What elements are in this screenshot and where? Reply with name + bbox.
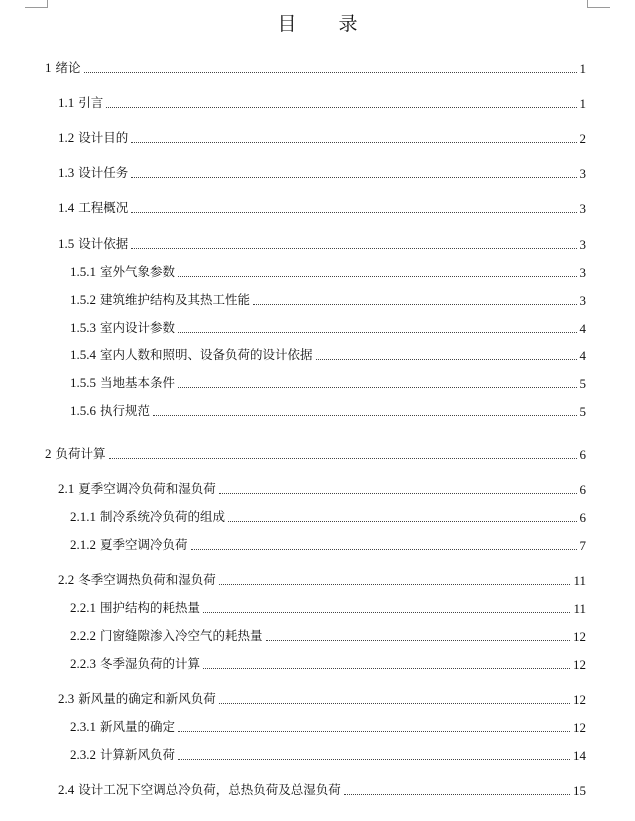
toc-entry-1-5-2[interactable] xyxy=(70,292,586,310)
toc-text: 冬季湿负荷的计算 xyxy=(100,656,201,671)
toc-page-number: 3 xyxy=(579,201,586,216)
toc-number: 1.5.5 xyxy=(70,375,96,390)
toc-page-number: 3 xyxy=(579,265,586,280)
toc-page-number: 2 xyxy=(579,131,586,146)
toc-entry-2-2-3[interactable] xyxy=(70,656,586,674)
dot-leader xyxy=(203,668,570,669)
toc-entry-2-3-2[interactable] xyxy=(70,747,586,765)
toc-number: 2.2 xyxy=(58,572,75,587)
toc-entry-1-5-3[interactable] xyxy=(70,320,586,338)
toc-entry-1-3[interactable] xyxy=(58,165,586,183)
dot-leader xyxy=(153,415,576,416)
dot-leader xyxy=(253,304,576,305)
toc-text: 门窗缝隙渗入冷空气的耗热量 xyxy=(100,628,263,643)
toc-entry-1-2[interactable] xyxy=(58,130,586,148)
toc-number: 1.5.1 xyxy=(70,264,96,279)
toc-number: 2.2.1 xyxy=(70,600,96,615)
dot-leader xyxy=(228,521,576,522)
toc-text: 围护结构的耗热量 xyxy=(100,600,201,615)
toc-text: 夏季空调冷负荷 xyxy=(100,537,188,552)
toc-number: 1.4 xyxy=(58,200,75,215)
toc-entry-1-4[interactable] xyxy=(58,200,586,218)
toc-text: 设计工况下空调总冷负荷，总热负荷及总湿负荷 xyxy=(78,782,341,797)
toc-number: 1.5.6 xyxy=(70,403,96,418)
toc-number: 2.3 xyxy=(58,691,75,706)
dot-leader xyxy=(219,584,571,585)
dot-leader xyxy=(219,703,570,704)
toc-page-number: 12 xyxy=(573,657,586,672)
toc-entry-2-2-1[interactable] xyxy=(70,600,586,618)
toc-page-number: 7 xyxy=(579,538,586,553)
toc-text: 绪论 xyxy=(55,60,81,75)
toc-text: 制冷系统冷负荷的组成 xyxy=(100,509,226,524)
toc-page-number: 4 xyxy=(579,321,586,336)
toc-entry-2-1[interactable] xyxy=(58,481,586,499)
toc-page-number: 5 xyxy=(579,404,586,419)
toc-text: 新风量的确定和新风负荷 xyxy=(78,691,216,706)
toc-text: 夏季空调冷负荷和湿负荷 xyxy=(78,481,216,496)
toc-entry-2-4[interactable] xyxy=(58,782,586,800)
toc-page-number: 6 xyxy=(579,447,586,462)
dot-leader xyxy=(131,177,576,178)
toc-entry-1-5-4[interactable] xyxy=(70,347,586,365)
toc-number: 1 xyxy=(45,60,52,75)
toc-text: 室内设计参数 xyxy=(100,320,176,335)
toc-number: 2.4 xyxy=(58,782,75,797)
dot-leader xyxy=(131,142,576,143)
toc-page-number: 1 xyxy=(579,61,586,76)
toc-text: 室外气象参数 xyxy=(100,264,176,279)
toc-number: 2.1.2 xyxy=(70,537,96,552)
toc-text: 工程概况 xyxy=(78,200,129,215)
toc-number: 2.2.3 xyxy=(70,656,96,671)
toc-page-number: 3 xyxy=(579,237,586,252)
toc-number: 1.5.3 xyxy=(70,320,96,335)
toc-entry-2-3-1[interactable] xyxy=(70,719,586,737)
dot-leader xyxy=(344,794,570,795)
toc-text: 建筑维护结构及其热工性能 xyxy=(100,292,251,307)
toc-text: 负荷计算 xyxy=(55,446,106,461)
dot-leader xyxy=(178,759,570,760)
toc-text: 设计目的 xyxy=(78,130,129,145)
toc-entry-1[interactable] xyxy=(45,60,586,78)
toc-number: 2.1.1 xyxy=(70,509,96,524)
dot-leader xyxy=(266,640,570,641)
toc-page-number: 3 xyxy=(579,166,586,181)
dot-leader xyxy=(178,387,576,388)
toc-entry-1-5-6[interactable] xyxy=(70,403,586,421)
toc-number: 1.5.4 xyxy=(70,347,96,362)
toc-text: 新风量的确定 xyxy=(100,719,176,734)
toc-number: 1.2 xyxy=(58,130,75,145)
toc-text: 设计任务 xyxy=(78,165,129,180)
toc-entry-1-5-5[interactable] xyxy=(70,375,586,393)
dot-leader xyxy=(109,458,577,459)
toc-entry-1-5[interactable] xyxy=(58,236,586,254)
dot-leader xyxy=(219,493,577,494)
toc-page-number: 4 xyxy=(579,348,586,363)
dot-leader xyxy=(203,612,570,613)
toc-entry-2-2-2[interactable] xyxy=(70,628,586,646)
toc-page-number: 3 xyxy=(579,293,586,308)
toc-entry-2-1-2[interactable] xyxy=(70,537,586,555)
dot-leader xyxy=(131,248,576,249)
toc-page-number: 12 xyxy=(573,692,586,707)
dot-leader xyxy=(316,359,577,360)
toc-entry-2-1-1[interactable] xyxy=(70,509,586,527)
toc-number: 2.1 xyxy=(58,481,75,496)
toc-page-number: 6 xyxy=(579,510,586,525)
toc-page-number: 1 xyxy=(579,96,586,111)
toc-entry-1-5-1[interactable] xyxy=(70,264,586,282)
dot-leader xyxy=(106,107,576,108)
toc-number: 2 xyxy=(45,446,52,461)
toc-entry-1-1[interactable] xyxy=(58,95,586,113)
toc-text: 室内人数和照明、设备负荷的设计依据 xyxy=(100,347,313,362)
dot-leader xyxy=(178,332,576,333)
dot-leader xyxy=(178,731,570,732)
toc-number: 2.2.2 xyxy=(70,628,96,643)
toc-page-number: 14 xyxy=(573,748,586,763)
toc-page-number: 5 xyxy=(579,376,586,391)
toc-page-number: 11 xyxy=(573,601,586,616)
toc-number: 1.5 xyxy=(58,236,75,251)
toc-text: 计算新风负荷 xyxy=(100,747,176,762)
dot-leader xyxy=(178,276,576,277)
toc-page-number: 12 xyxy=(573,629,586,644)
toc-number: 2.3.2 xyxy=(70,747,96,762)
toc-number: 1.1 xyxy=(58,95,75,110)
page-title: 目 录 xyxy=(277,13,376,35)
toc-entry-2-2[interactable] xyxy=(58,572,586,590)
toc-page-number: 15 xyxy=(573,783,586,798)
toc-page-number: 11 xyxy=(573,573,586,588)
toc-text: 引言 xyxy=(78,95,104,110)
dot-leader xyxy=(191,549,577,550)
toc-number: 2.3.1 xyxy=(70,719,96,734)
toc-entry-2-3[interactable] xyxy=(58,691,586,709)
toc-number: 1.3 xyxy=(58,165,75,180)
dot-leader xyxy=(131,212,576,213)
toc-text: 冬季空调热负荷和湿负荷 xyxy=(78,572,216,587)
toc-number: 1.5.2 xyxy=(70,292,96,307)
dot-leader xyxy=(84,72,577,73)
toc-page-number: 6 xyxy=(579,482,586,497)
toc-page-number: 12 xyxy=(573,720,586,735)
toc-text: 执行规范 xyxy=(100,403,151,418)
toc-text: 当地基本条件 xyxy=(100,375,176,390)
toc-text: 设计依据 xyxy=(78,236,129,251)
toc-entry-2[interactable] xyxy=(45,446,586,464)
